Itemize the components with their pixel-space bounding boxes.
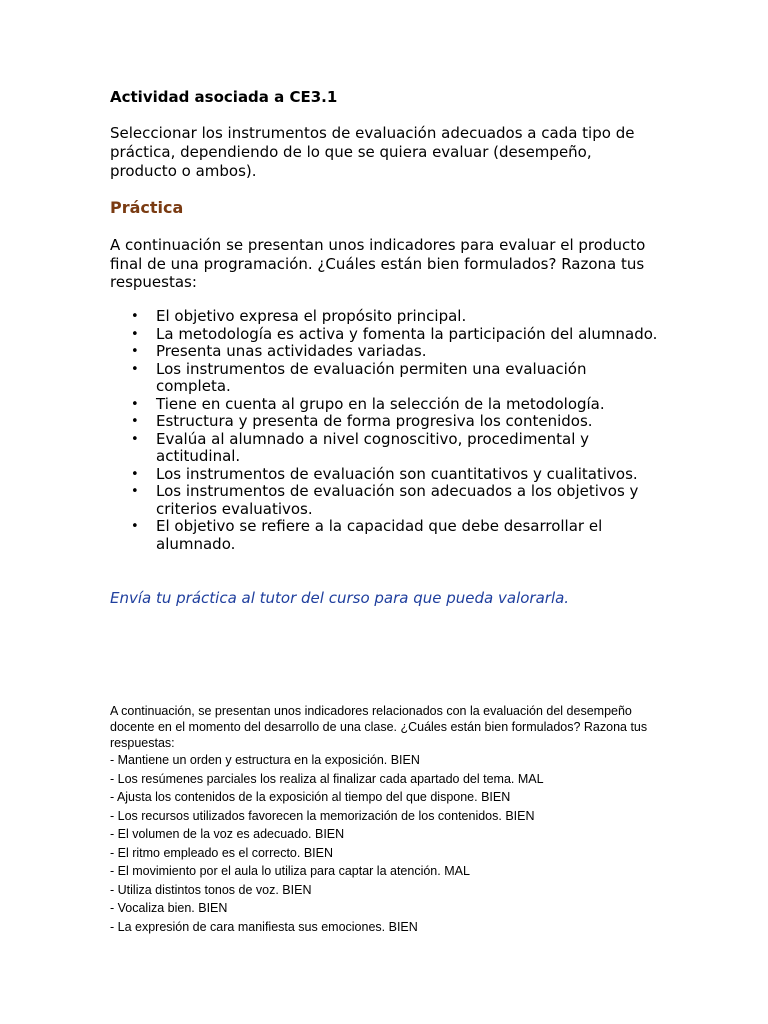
bullet-icon: • [131, 309, 139, 324]
list-item-text: Los instrumentos de evaluación son cuantitativos y cualitativos. [156, 464, 638, 483]
answer-intro: A continuación, se presentan unos indicadores relacionados con la evaluación del desempeño docente en el momento del desarrollo de una clase. ¿Cuáles están bien formulados? Razona tus respuestas: [110, 704, 648, 750]
list-item [110, 326, 662, 344]
bullet-icon: • [131, 361, 139, 377]
bullet-icon: • [131, 414, 139, 429]
list-item [110, 483, 662, 518]
list-item-text: Estructura y presenta de forma progresiva los contenidos. [156, 412, 593, 430]
list-item-text: La metodología es activa y fomenta la participación del alumnado. [156, 324, 658, 343]
bullet-icon: • [131, 396, 139, 412]
list-item-text: El objetivo expresa el propósito principal. [156, 307, 467, 325]
activity-intro: Seleccionar los instrumentos de evaluación adecuados a cada tipo de práctica, dependiendo de lo que se quiera evaluar (desempeño, producto o ambos). [110, 124, 635, 180]
bullet-icon: • [131, 431, 139, 447]
list-item-text: Evalúa al alumnado a nivel cognoscitivo, procedimental y actitudinal. [156, 429, 590, 465]
answer-line: - Los recursos utilizados favorecen la memorización de los contenidos. BIEN [110, 808, 535, 823]
answer-block [110, 703, 670, 936]
practice-question: A continuación se presentan unos indicadores para evaluar el producto final de una programación. ¿Cuáles están bien formulados? Razona tus respuestas: [110, 236, 646, 291]
list-item-text: Presenta unas actividades variadas. [156, 342, 427, 360]
section-title-practica: Práctica [110, 198, 184, 217]
list-item [110, 396, 662, 414]
answer-line: - Ajusta los contenidos de la exposición al tiempo del que dispone. BIEN [110, 790, 511, 804]
list-item [110, 413, 662, 431]
answer-line: - Vocaliza bien. BIEN [110, 901, 228, 915]
bullet-icon: • [131, 466, 139, 482]
answer-line: - El volumen de la voz es adecuado. BIEN [110, 827, 345, 841]
answer-list [110, 751, 670, 936]
list-item [110, 361, 662, 396]
list-item [110, 518, 662, 553]
list-item [110, 431, 662, 466]
list-item-text: El objetivo se refiere a la capacidad que debe desarrollar el alumnado. [156, 517, 603, 553]
list-item [110, 343, 662, 361]
answer-line: - El movimiento por el aula lo utiliza para captar la atención. MAL [110, 864, 470, 878]
list-item [110, 466, 662, 484]
answer-line: - El ritmo empleado es el correcto. BIEN [110, 845, 333, 860]
answer-line: - Mantiene un orden y estructura en la exposición. BIEN [110, 753, 420, 767]
bullet-icon: • [131, 326, 139, 342]
list-item-text: Tiene en cuenta al grupo en la selección de la metodología. [156, 394, 605, 413]
list-item-text: Los instrumentos de evaluación son adecuados a los objetivos y criterios evaluativos. [156, 482, 639, 518]
indicator-list [110, 308, 662, 553]
answer-line: - La expresión de cara manifiesta sus emociones. BIEN [110, 919, 418, 934]
bullet-icon: • [131, 519, 139, 534]
answer-line: - Utiliza distintos tonos de voz. BIEN [110, 882, 312, 897]
bullet-icon: • [131, 484, 139, 499]
submission-note: Envía tu práctica al tutor del curso para que pueda valorarla. [110, 589, 570, 607]
list-item [110, 308, 662, 326]
answer-line: - Los resúmenes parciales los realiza al finalizar cada apartado del tema. MAL [110, 771, 544, 786]
list-item-text: Los instrumentos de evaluación permiten una evaluación completa. [156, 359, 587, 395]
bullet-icon: • [131, 344, 139, 359]
activity-heading: Actividad asociada a CE3.1 [110, 88, 338, 106]
